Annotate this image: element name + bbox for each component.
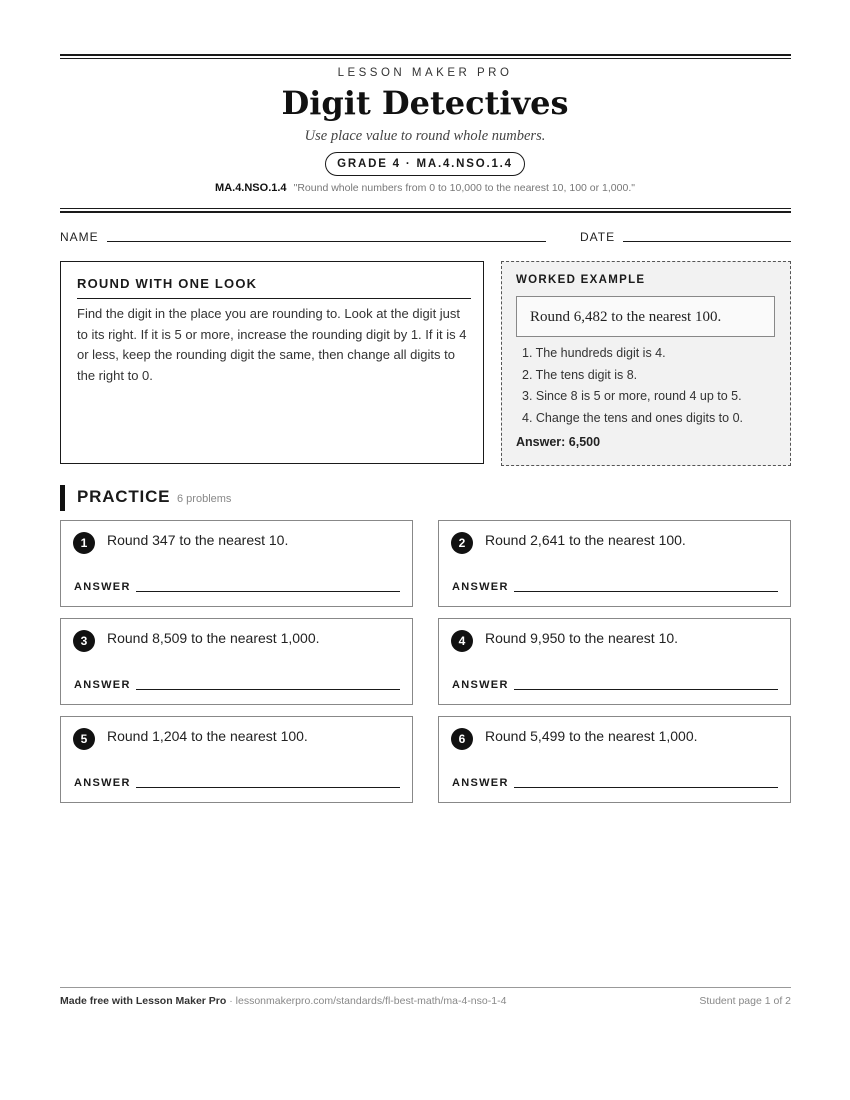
header-bottom-rule-thin xyxy=(60,208,791,209)
standard-line xyxy=(0,182,850,194)
worked-example-box xyxy=(501,261,791,466)
problem-number: 6 xyxy=(451,728,473,750)
standard-description: "Round whole numbers from 0 to 10,000 to the nearest 10, 100 or 1,000." xyxy=(293,182,635,194)
footer-url[interactable]: · lessonmakerpro.com/standards/fl-best-math/ma-4-nso-1-4 xyxy=(226,995,507,1007)
brand-name: LESSON MAKER PRO xyxy=(337,67,513,79)
problem-card-3 xyxy=(60,618,413,705)
concept-body: Find the digit in the place you are rounding to. Look at the digit just to its right. If it is 5 or more, increase the rounding digit by 1. If it is 4 or less, keep the rounding digit the same, then change all digits to the right to 0. xyxy=(77,306,467,383)
example-step: 4. Change the tens and ones digits to 0. xyxy=(522,411,743,426)
answer-label: ANSWER xyxy=(74,679,131,691)
problem-number: 1 xyxy=(73,532,95,554)
page-subtitle: Use place value to round whole numbers. xyxy=(304,128,546,144)
answer-label: ANSWER xyxy=(452,777,509,789)
footer-credit xyxy=(60,995,506,1007)
example-problem: Round 6,482 to the nearest 100. xyxy=(516,296,775,337)
answer-label: ANSWER xyxy=(452,679,509,691)
footer-page-number: Student page 1 of 2 xyxy=(699,995,791,1007)
example-step: 2. The tens digit is 8. xyxy=(522,367,638,382)
footer-made-with: Made free with Lesson Maker Pro xyxy=(60,995,227,1007)
problem-number: 3 xyxy=(73,630,95,652)
problem-prompt: Round 8,509 to the nearest 1,000. xyxy=(107,630,320,646)
answer-field[interactable] xyxy=(136,787,400,788)
problem-number: 2 xyxy=(451,532,473,554)
example-title: WORKED EXAMPLE xyxy=(516,274,646,286)
answer-field[interactable] xyxy=(514,787,778,788)
problem-card-5 xyxy=(60,716,413,803)
example-answer: Answer: 6,500 xyxy=(516,435,601,449)
example-step: 1. The hundreds digit is 4. xyxy=(522,346,666,360)
problem-card-6 xyxy=(438,716,791,803)
header-rule-thick xyxy=(60,54,791,56)
problem-prompt: Round 5,499 to the nearest 1,000. xyxy=(485,728,698,744)
standard-code: MA.4.NSO.1.4 xyxy=(215,182,287,194)
practice-accent-bar xyxy=(60,485,65,511)
answer-field[interactable] xyxy=(136,689,400,690)
name-label: NAME xyxy=(60,230,99,244)
concept-box xyxy=(60,261,484,464)
grade-badge: GRADE 4 · MA.4.NSO.1.4 xyxy=(325,152,525,176)
name-field[interactable] xyxy=(107,241,546,242)
practice-count: 6 problems xyxy=(177,493,232,505)
answer-field[interactable] xyxy=(514,591,778,592)
page-title: Digit Detectives xyxy=(281,84,569,122)
answer-field[interactable] xyxy=(136,591,400,592)
problem-card-2 xyxy=(438,520,791,607)
problem-prompt: Round 2,641 to the nearest 100. xyxy=(485,532,686,548)
concept-divider xyxy=(77,298,471,299)
example-step: 3. Since 8 is 5 or more, round 4 up to 5. xyxy=(522,389,742,404)
practice-title: PRACTICE xyxy=(77,487,171,506)
problem-card-4 xyxy=(438,618,791,705)
footer-rule xyxy=(60,987,791,988)
answer-label: ANSWER xyxy=(452,581,509,593)
date-field[interactable] xyxy=(623,241,791,242)
problem-prompt: Round 347 to the nearest 10. xyxy=(107,532,289,548)
problem-number: 5 xyxy=(73,728,95,750)
problem-card-1 xyxy=(60,520,413,607)
header-bottom-rule-thick xyxy=(60,211,791,213)
header-rule-thin xyxy=(60,58,791,59)
answer-label: ANSWER xyxy=(74,581,131,593)
problem-number: 4 xyxy=(451,630,473,652)
answer-label: ANSWER xyxy=(74,777,131,789)
answer-field[interactable] xyxy=(514,689,778,690)
concept-title: ROUND WITH ONE LOOK xyxy=(77,276,258,291)
example-steps xyxy=(522,343,743,430)
problem-prompt: Round 9,950 to the nearest 10. xyxy=(485,630,679,646)
problem-prompt: Round 1,204 to the nearest 100. xyxy=(107,728,308,744)
date-label: DATE xyxy=(580,230,616,244)
